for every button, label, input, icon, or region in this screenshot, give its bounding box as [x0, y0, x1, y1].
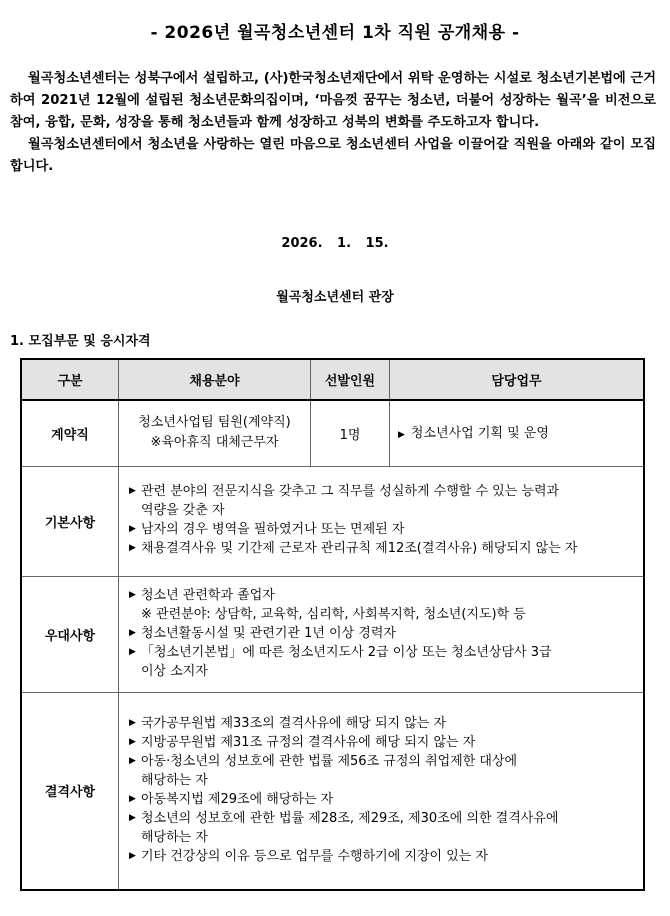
list-item-text: 「청소년기본법」에 따른 청소년지도사 2급 이상 또는 청소년상담사 3급: [141, 644, 552, 660]
basic-list: [119, 476, 643, 566]
list-item: [129, 733, 635, 752]
header-category: 구분: [21, 359, 119, 400]
list-item-text: 청소년활동시설 및 관련기관 1년 이상 경력자: [141, 625, 396, 641]
bullet-arrow-icon: ▶: [129, 736, 136, 747]
list-item-text: 역량을 갖춘 자: [141, 503, 225, 518]
bullet-arrow-icon: ▶: [129, 717, 136, 728]
bullet-arrow-icon: ▶: [129, 812, 136, 823]
list-item-text: 청소년 관련학과 졸업자: [141, 587, 275, 603]
bullet-arrow-icon: ▶: [129, 627, 136, 638]
bullet-arrow-icon: ▶: [129, 646, 136, 657]
list-item-text: 남자의 경우 병역을 필하였거나 또는 면제된 자: [141, 522, 405, 537]
preference-list: [119, 580, 643, 689]
list-item: [129, 847, 635, 866]
bullet-arrow-icon: ▶: [129, 755, 136, 766]
recruitment-table: [20, 358, 645, 891]
list-item-text: 해당하는 자: [141, 829, 208, 845]
table-row-preference: [21, 576, 644, 692]
list-item: [129, 482, 635, 501]
list-item: [129, 714, 635, 733]
list-item: [129, 790, 635, 809]
bullet-arrow-icon: ▶: [129, 486, 136, 496]
list-item-text: 해당하는 자: [141, 772, 208, 788]
list-item: [129, 539, 635, 558]
basic-content: [119, 466, 645, 576]
list-item-text: 이상 소지자: [141, 663, 208, 679]
contract-field: [119, 400, 311, 466]
list-item: [129, 643, 635, 662]
preference-label: 우대사항: [21, 576, 119, 692]
list-item-text: 국가공무원법 제33조의 결격사유에 해당 되지 않는 자: [141, 715, 447, 731]
announcement-date: 2026. 1. 15.: [281, 236, 389, 251]
disqualification-list: [119, 708, 643, 874]
list-item-text: 기타 건강상의 이유 등으로 업무를 수행하기에 지장이 있는 자: [141, 848, 489, 864]
contract-field-line-1: 청소년사업팀 팀원(계약직): [138, 415, 291, 431]
disqualification-label: 결격사항: [21, 692, 119, 890]
contract-duty: [390, 400, 645, 466]
intro-paragraph-2: 월곡청소년센터에서 청소년을 사랑하는 열린 마음으로 청소년센터 사업을 이끌어갈 직원을 아래와 같이 모집합니다.: [10, 137, 656, 174]
header-field: 채용분야: [119, 359, 311, 400]
list-item: [129, 520, 635, 539]
bullet-arrow-icon: ▶: [129, 543, 136, 553]
list-item: [129, 586, 635, 605]
intro-paragraph-1: 월곡청소년센터는 성북구에서 설립하고, (사)한국청소년재단에서 위탁 운영하는 시설로 청소년기본법에 근거하여 2021년 12월에 설립된 청소년문화의집이며, ‘마음껏 꿈꾸는 청소년, 더불어 성장하는 월곡’을 비전으로 참여, 융합, 문화, 성장을 통해 청소년들과 함께 성장하고 성북의 변화를 주도하고자 합니다.: [10, 71, 656, 130]
disqualification-content: [119, 692, 645, 890]
list-item: [129, 771, 635, 790]
contract-duty-text: 청소년사업 기획 및 운영: [410, 425, 549, 441]
header-headcount: 선발인원: [311, 359, 390, 400]
list-item-text: 청소년의 성보호에 관한 법률 제28조, 제29조, 제30조에 의한 결격사유에: [141, 810, 559, 826]
list-item: [129, 828, 635, 847]
list-item-text: 아동·청소년의 성보호에 관한 법률 제56조 규정의 취업제한 대상에: [141, 753, 518, 769]
contract-field-line-2: ※육아휴직 대체근무자: [150, 435, 279, 451]
contract-label: 계약직: [21, 400, 119, 466]
list-item-text: 채용결격사유 및 기간제 근로자 관리규칙 제12조(결격사유) 해당되지 않는 자: [141, 541, 578, 556]
preference-content: [119, 576, 645, 692]
list-item-text: 관련 분야의 전문지식을 갖추고 그 직무를 성실하게 수행할 수 있는 능력과: [141, 484, 560, 499]
list-item: [129, 662, 635, 681]
bullet-arrow-icon: ▶: [129, 850, 136, 861]
table-row-disqualification: [21, 692, 644, 890]
document-title: - 2026년 월곡청소년센터 1차 직원 공개채용 -: [150, 23, 520, 43]
bullet-arrow-icon: ▶: [129, 589, 136, 600]
table-header-row: [21, 359, 644, 400]
list-item: [129, 752, 635, 771]
organization-signature: 월곡청소년센터 관장: [276, 290, 394, 305]
header-duty: 담당업무: [390, 359, 645, 400]
list-item: [129, 809, 635, 828]
table-row-contract: [21, 400, 644, 466]
contract-headcount: 1명: [311, 400, 390, 466]
bullet-arrow-icon: ▶: [129, 793, 136, 804]
list-item: [129, 624, 635, 643]
intro-text: [10, 68, 656, 178]
section-heading: 1. 모집부문 및 응시자격: [10, 334, 151, 349]
list-item-text: ※ 관련분야: 상담학, 교육학, 심리학, 사회복지학, 청소년(지도)학 등: [141, 606, 526, 622]
table-row-basic: [21, 466, 644, 576]
list-item: [129, 605, 635, 624]
list-item-text: 아동복지법 제29조에 해당하는 자: [141, 791, 334, 807]
bullet-arrow-icon: ▶: [129, 524, 136, 534]
basic-label: 기본사항: [21, 466, 119, 576]
bullet-arrow-icon: ▶: [398, 429, 405, 440]
list-item: [129, 501, 635, 520]
list-item-text: 지방공무원법 제31조 규정의 결격사유에 해당 되지 않는 자: [141, 734, 476, 750]
